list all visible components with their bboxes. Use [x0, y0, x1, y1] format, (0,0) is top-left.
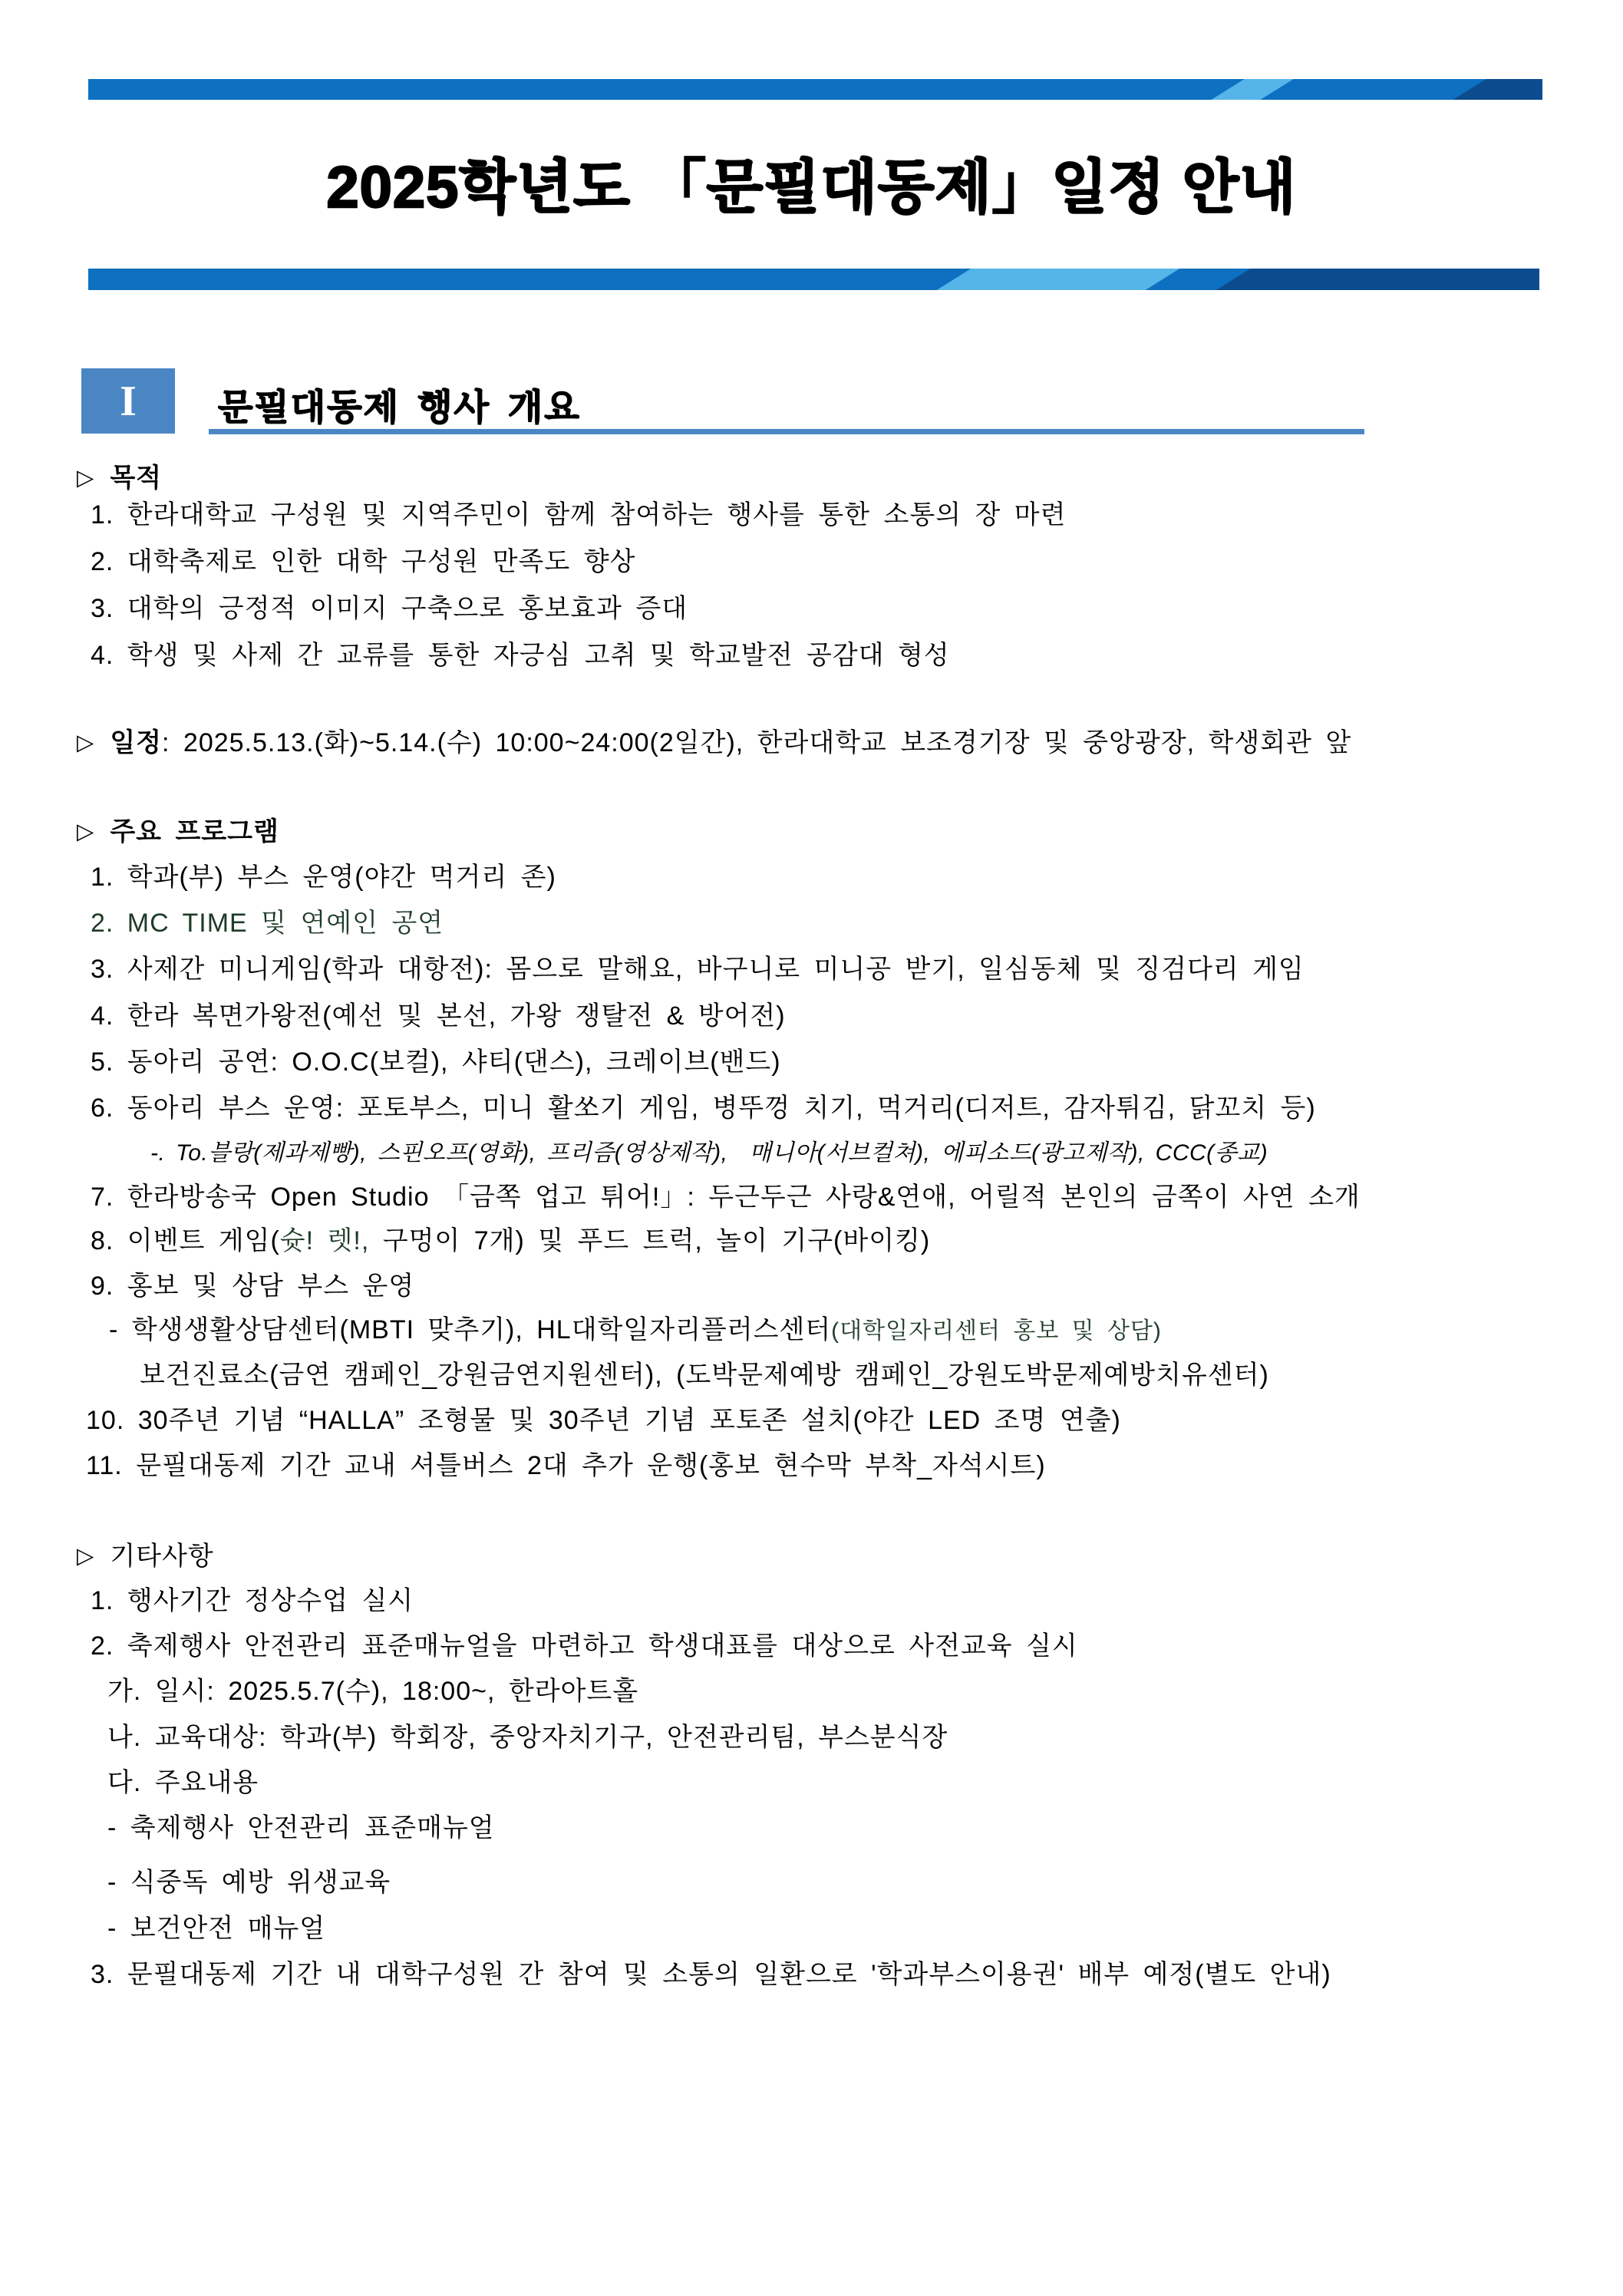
purpose-item-3: 3. 대학의 긍정적 이미지 구축으로 홍보효과 증대	[91, 594, 688, 623]
program-item-10: 10. 30주년 기념 “HALLA” 조형물 및 30주년 기념 포토존 설치(야간 LED 조명 연출)	[86, 1406, 1121, 1435]
program-item-9: 9. 홍보 및 상담 부스 운영	[91, 1272, 415, 1301]
program-item-8-highlight: 슛! 렛!,	[279, 1226, 370, 1255]
top-banner-light-segment	[1206, 79, 1298, 100]
etc-item-2-na: 나. 교육대상: 학과(부) 학회장, 중앙자치기구, 안전관리팀, 부스분식장	[107, 1723, 948, 1752]
program-item-6-sub: -. To.블랑(제과제빵), 스핀오프(영화), 프리즘(영상제작), 매니아(서브컬쳐), 에피소드(광고제작), CCC(종교)	[150, 1140, 1268, 1166]
program-item-9-sub-1-note: (대학일자리센터 홍보 및 상담)	[831, 1318, 1162, 1344]
section-underline	[209, 429, 1364, 434]
page-title: 2025학년도 「문필대동제」일정 안내	[326, 155, 1297, 220]
triangle-bullet-icon: ▷	[77, 820, 95, 844]
section-title: 문필대동제 행사 개요	[218, 387, 581, 427]
program-item-9-sub-1	[109, 1315, 1162, 1345]
top-banner-dark-segment	[1448, 79, 1542, 100]
program-item-7: 7. 한라방송국 Open Studio 「금쪽 업고 튀어!」: 두근두근 사랑&연애, 어릴적 본인의 금쪽이 사연 소개	[91, 1183, 1361, 1212]
program-item-11: 11. 문필대동제 기간 교내 셔틀버스 2대 추가 운행(홍보 현수막 부착_자석시트)	[86, 1451, 1046, 1480]
triangle-bullet-icon: ▷	[77, 466, 95, 490]
etc-heading-label: 기타사항	[110, 1542, 214, 1571]
triangle-bullet-icon: ▷	[77, 1544, 95, 1569]
triangle-bullet-icon: ▷	[77, 731, 95, 755]
program-item-3: 3. 사제간 미니게임(학과 대항전): 몸으로 말해요, 바구니로 미니공 받기, 일심동체 및 징검다리 게임	[91, 955, 1305, 984]
bottom-banner-dark-segment	[1211, 269, 1539, 290]
program-item-1: 1. 학과(부) 부스 운영(야간 먹거리 존)	[91, 863, 556, 892]
purpose-item-4: 4. 학생 및 사제 간 교류를 통한 자긍심 고취 및 학교발전 공감대 형성	[91, 641, 950, 670]
program-item-8-post: 구멍이 7개) 및 푸드 트럭, 놀이 기구(바이킹)	[369, 1226, 931, 1255]
program-item-8	[91, 1226, 930, 1256]
schedule-line	[77, 728, 1351, 758]
top-banner-stripe	[88, 79, 1542, 100]
program-item-8-pre: 8. 이벤트 게임(	[91, 1226, 280, 1255]
program-item-2: 2. MC TIME 및 연예인 공연	[91, 909, 444, 938]
program-item-5: 5. 동아리 공연: O.O.C(보컬), 샤티(댄스), 크레이브(밴드)	[91, 1047, 781, 1077]
program-item-9-sub-1-text: - 학생생활상담센터(MBTI 맞추기), HL대학일자리플러스센터	[109, 1315, 832, 1344]
schedule-label: 일정	[110, 728, 163, 757]
etc-item-3: 3. 문필대동제 기간 내 대학구성원 간 참여 및 소통의 일환으로 '학과부스이용권' 배부 예정(별도 안내)	[91, 1960, 1331, 1989]
etc-heading	[77, 1542, 214, 1572]
program-item-6: 6. 동아리 부스 운영: 포토부스, 미니 활쏘기 게임, 병뚜껑 치기, 먹거리(디저트, 감자튀김, 닭꼬치 등)	[91, 1094, 1316, 1123]
programs-heading-label: 주요 프로그램	[110, 817, 279, 846]
purpose-item-1: 1. 한라대학교 구성원 및 지역주민이 함께 참여하는 행사를 통한 소통의 장 마련	[91, 500, 1067, 529]
etc-item-2-da: 다. 주요내용	[107, 1768, 259, 1797]
schedule-text: : 2025.5.13.(화)~5.14.(수) 10:00~24:00(2일간), 한라대학교 보조경기장 및 중앙광장, 학생회관 앞	[162, 728, 1352, 757]
purpose-heading	[77, 463, 162, 493]
section-marker-box: I	[81, 368, 175, 434]
purpose-item-2: 2. 대학축제로 인한 대학 구성원 만족도 향상	[91, 547, 636, 576]
etc-item-1: 1. 행사기간 정상수업 실시	[91, 1586, 414, 1615]
etc-item-2: 2. 축제행사 안전관리 표준매뉴얼을 마련하고 학생대표를 대상으로 사전교육 실시	[91, 1631, 1078, 1661]
bottom-banner-stripe	[88, 269, 1539, 290]
etc-item-2-d3: - 보건안전 매뉴얼	[107, 1914, 326, 1943]
etc-item-2-ga: 가. 일시: 2025.5.7(수), 18:00~, 한라아트홀	[107, 1677, 639, 1706]
program-item-9-sub-2: 보건진료소(금연 캠페인_강원금연지원센터), (도박문제예방 캠페인_강원도박문제예방치유센터)	[140, 1361, 1269, 1390]
etc-item-2-d1: - 축제행사 안전관리 표준매뉴얼	[107, 1813, 495, 1842]
programs-heading	[77, 817, 279, 847]
etc-item-2-d2: - 식중독 예방 위생교육	[107, 1868, 391, 1897]
program-item-4: 4. 한라 복면가왕전(예선 및 본선, 가왕 쟁탈전 & 방어전)	[91, 1001, 786, 1031]
bottom-banner-light-segment	[932, 269, 1185, 290]
purpose-heading-label: 목적	[110, 463, 163, 493]
